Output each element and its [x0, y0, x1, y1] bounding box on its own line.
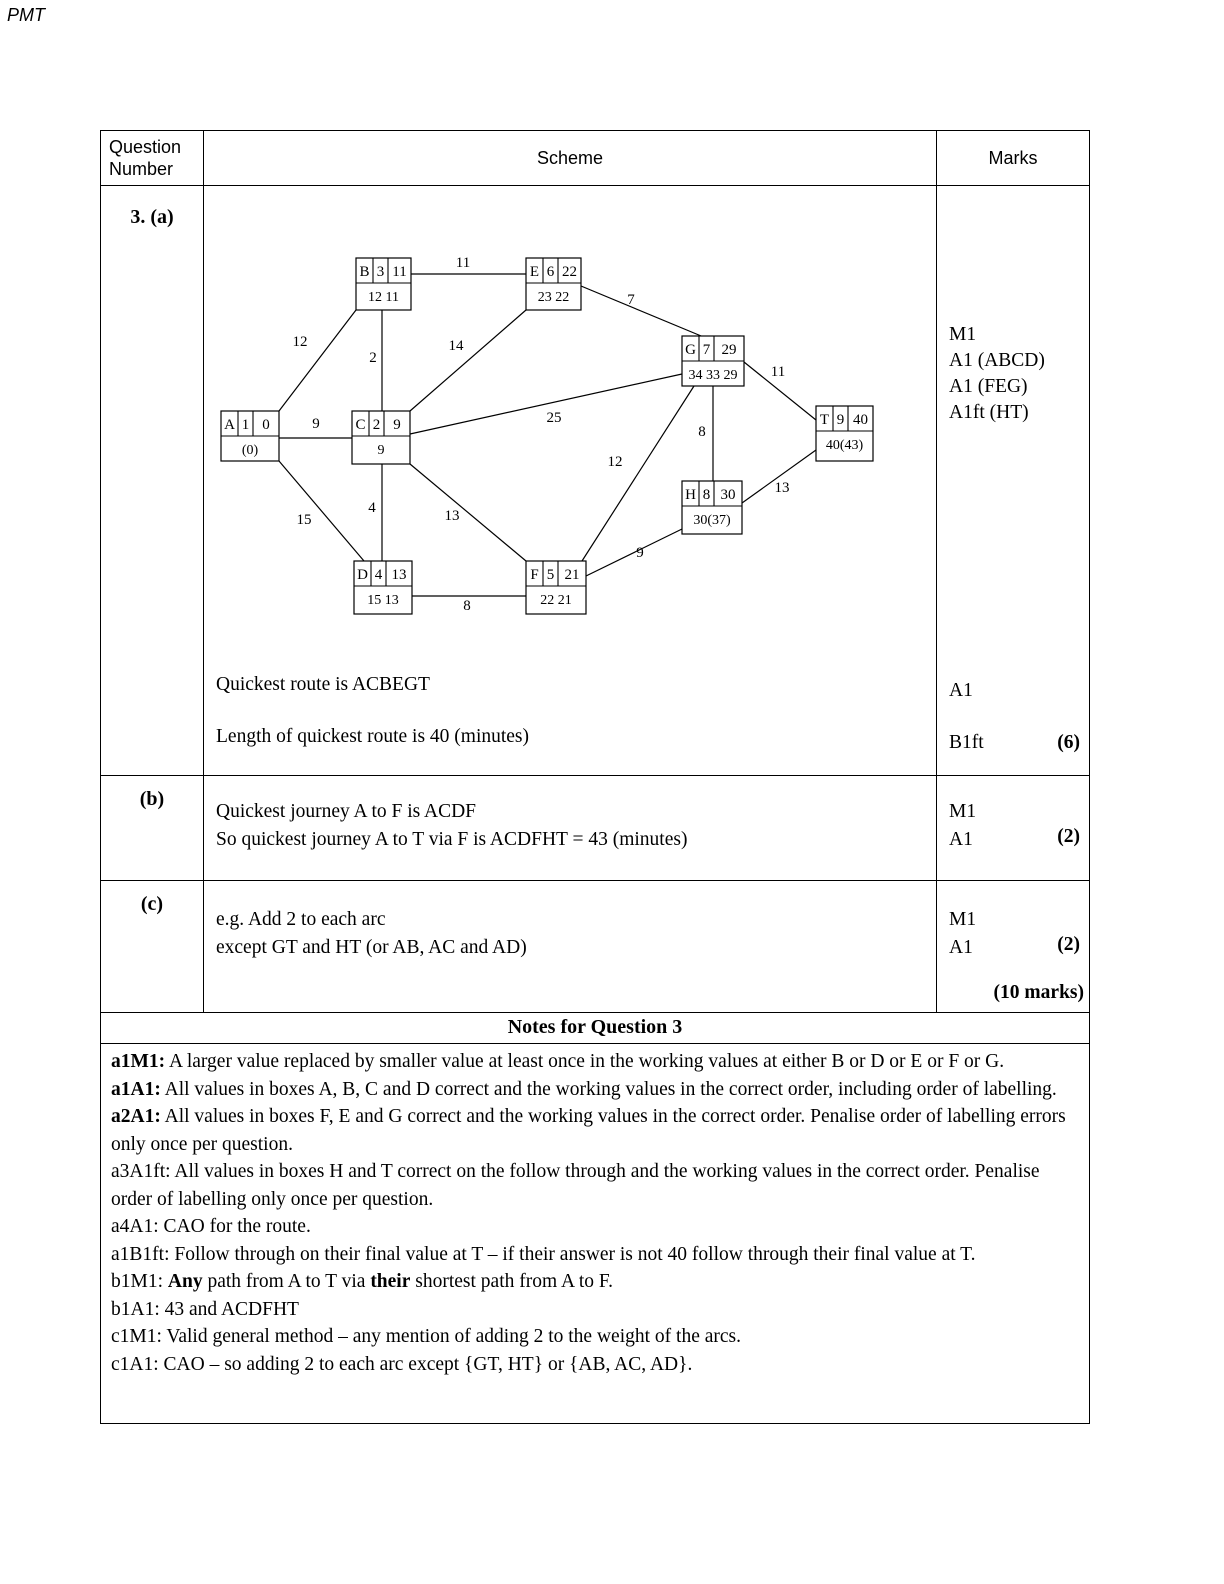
notes-title: Notes for Question 3: [507, 1016, 683, 1038]
node-value: 15 13: [367, 593, 399, 608]
edge-weight-label: 2: [369, 350, 377, 366]
pmt-watermark: PMT: [7, 5, 45, 25]
edge-weight-label: 13: [444, 508, 460, 524]
mark-c-m1: M1: [949, 909, 977, 930]
node-value: 30(37): [693, 513, 731, 528]
dijkstra-network-diagram: [216, 246, 916, 654]
node-H: [682, 481, 742, 534]
edge-line: [410, 464, 526, 561]
node-value: 22: [562, 264, 577, 280]
edge-weight-label: 12: [292, 334, 308, 350]
edge-weight-label: 25: [546, 410, 562, 426]
note-line: c1A1: CAO – so adding 2 to each arc except {GT, HT} or {AB, AC, AD}.: [111, 1353, 693, 1375]
header-marks: Marks: [988, 147, 1038, 168]
marks-b-group: [949, 798, 976, 854]
node-value: T: [819, 412, 830, 428]
note-line: b1A1: 43 and ACDFHT: [111, 1298, 299, 1320]
node-value: 3: [376, 264, 385, 280]
node-value: E: [529, 264, 540, 280]
header-question-number: Question Number: [101, 131, 204, 185]
question-label-3a: 3. (a): [130, 206, 174, 228]
edge-weight-label: 8: [698, 424, 706, 440]
mark-b-a1: A1: [949, 829, 973, 850]
edge-weight-label: 13: [774, 480, 790, 496]
subtotal-c: (2): [1057, 934, 1080, 955]
edge-weight-label: 11: [455, 255, 471, 271]
node-T: [816, 406, 873, 461]
edge-line: [581, 286, 706, 338]
edge-weight-label: 9: [312, 416, 320, 432]
node-value: 2: [372, 417, 381, 433]
edge-weight-label: 9: [636, 545, 644, 561]
node-C: [352, 411, 410, 464]
scheme-cell-c: [204, 881, 937, 1012]
mark-m1: M1: [949, 324, 977, 345]
node-A: [221, 411, 279, 461]
note-line: a1B1ft: Follow through on their final value at T – if their answer is not 40 follow through their final value at T.: [111, 1243, 976, 1265]
scheme-b-text: [204, 776, 936, 854]
node-D: [354, 561, 412, 614]
edge-line: [582, 386, 694, 561]
mark-b1ft: B1ft: [949, 732, 984, 753]
node-value: 22 21: [540, 593, 572, 608]
node-value: 12 11: [368, 290, 399, 305]
scheme-cell-a: [204, 186, 937, 775]
edge-weight-label: 11: [770, 364, 786, 380]
edge-weight-label: 8: [463, 598, 471, 614]
node-F: [526, 561, 586, 614]
node-G: [682, 336, 744, 386]
edge-weight-label: 4: [368, 500, 376, 516]
scheme-c-line1: e.g. Add 2 to each arc: [216, 909, 386, 930]
mark-a1-route: A1: [949, 680, 973, 701]
node-E: [526, 258, 581, 310]
edge-line: [279, 310, 356, 411]
subtotal-b: (2): [1057, 826, 1080, 847]
row-question-3a: [101, 185, 1089, 775]
note-line: b1M1: Any path from A to T via their shortest path from A to F.: [111, 1271, 614, 1292]
node-value: 9: [836, 412, 845, 428]
node-value: 8: [702, 487, 711, 503]
row-question-3c: [101, 880, 1089, 1012]
notes-body: [101, 1043, 1089, 1423]
notes-lines: [111, 1048, 1079, 1378]
node-value: 23 22: [537, 290, 570, 305]
edge-weight-label: 12: [607, 454, 623, 470]
node-value: 40(43): [825, 438, 864, 453]
marks-a-group: [949, 322, 1045, 426]
node-value: 13: [391, 567, 407, 583]
scheme-b-line1: Quickest journey A to F is ACDF: [216, 801, 477, 822]
node-value: D: [357, 567, 368, 583]
scheme-b-line2: So quickest journey A to T via F is ACDFHT = 43 (minutes): [216, 829, 688, 850]
edge-weight-label: 14: [448, 338, 464, 354]
question-number-cell-b: [101, 776, 204, 880]
question-number-cell-a: [101, 186, 204, 775]
header-scheme: Scheme: [204, 131, 937, 185]
marks-cell-c: [937, 881, 1089, 1012]
marks-cell-a: [937, 186, 1089, 775]
question-number-cell-c: [101, 881, 204, 1012]
node-value: 5: [546, 567, 555, 583]
scheme-a-route: Quickest route is ACBEGT: [216, 674, 430, 695]
node-value: A: [224, 417, 235, 433]
note-line: a2A1: All values in boxes F, E and G correct and the working values in the correct order. Penalise order of labelling errors only once per question.: [111, 1106, 1066, 1155]
question-label-3c: (c): [140, 893, 164, 915]
node-value: F: [530, 567, 539, 583]
note-line: c1M1: Valid general method – any mention of adding 2 to the weight of the arcs.: [111, 1326, 741, 1347]
note-line: a1M1: A larger value replaced by smaller value at least once in the working values at either B or D or E or F or G.: [111, 1051, 1005, 1072]
node-value: 4: [374, 567, 383, 583]
node-value: 11: [392, 264, 407, 280]
node-value: 34 33 29: [688, 368, 738, 383]
edge-weight-label: 15: [296, 512, 312, 528]
node-value: 9: [377, 443, 385, 458]
node-value: 1: [241, 417, 250, 433]
network-svg: [216, 246, 916, 654]
edge-line: [410, 310, 526, 411]
mark-a1-abcd: A1 (ABCD): [949, 350, 1045, 371]
edge-weight-label: 7: [627, 292, 635, 308]
node-value: 29: [721, 342, 737, 358]
note-line: a1A1: All values in boxes A, B, C and D correct and the working values in the correct order, including order of labelling.: [111, 1078, 1057, 1100]
mark-scheme-table: [100, 130, 1090, 1424]
node-value: 6: [546, 264, 555, 280]
note-line: a4A1: CAO for the route.: [111, 1216, 311, 1237]
subtotal-a: (6): [1057, 732, 1080, 753]
node-value: H: [685, 487, 696, 503]
node-value: 21: [564, 567, 580, 583]
scheme-cell-b: [204, 776, 937, 880]
edge-line: [279, 461, 364, 561]
node-value: 0: [262, 417, 270, 433]
node-B: [356, 258, 411, 310]
edge-line: [586, 529, 682, 576]
question-label-3b: (b): [139, 788, 165, 810]
note-line: a3A1ft: All values in boxes H and T correct on the follow through and the working values in the correct order. Penalise order of labelling only once per question.: [111, 1161, 1040, 1210]
node-value: B: [359, 264, 370, 280]
mark-c-a1: A1: [949, 937, 973, 958]
mark-b-m1: M1: [949, 801, 977, 822]
node-value: 30: [720, 487, 736, 503]
node-value: (0): [241, 443, 259, 458]
scheme-a-length: Length of quickest route is 40 (minutes): [216, 726, 530, 747]
total-marks: (10 marks): [993, 982, 1084, 1003]
table-header-row: [101, 131, 1089, 185]
node-value: C: [355, 417, 366, 433]
mark-a1-feg: A1 (FEG): [949, 376, 1028, 397]
scheme-c-line2: except GT and HT (or AB, AC and AD): [216, 937, 527, 958]
row-question-3b: [101, 775, 1089, 880]
node-value: 7: [702, 342, 711, 358]
marks-c-group: [949, 906, 976, 962]
node-value: 40: [853, 412, 868, 428]
marks-cell-b: [937, 776, 1089, 880]
node-value: G: [685, 342, 696, 358]
node-value: 9: [393, 417, 401, 433]
scheme-c-text: [204, 881, 936, 962]
notes-header: [101, 1012, 1089, 1043]
mark-a1ft-ht: A1ft (HT): [949, 402, 1029, 423]
